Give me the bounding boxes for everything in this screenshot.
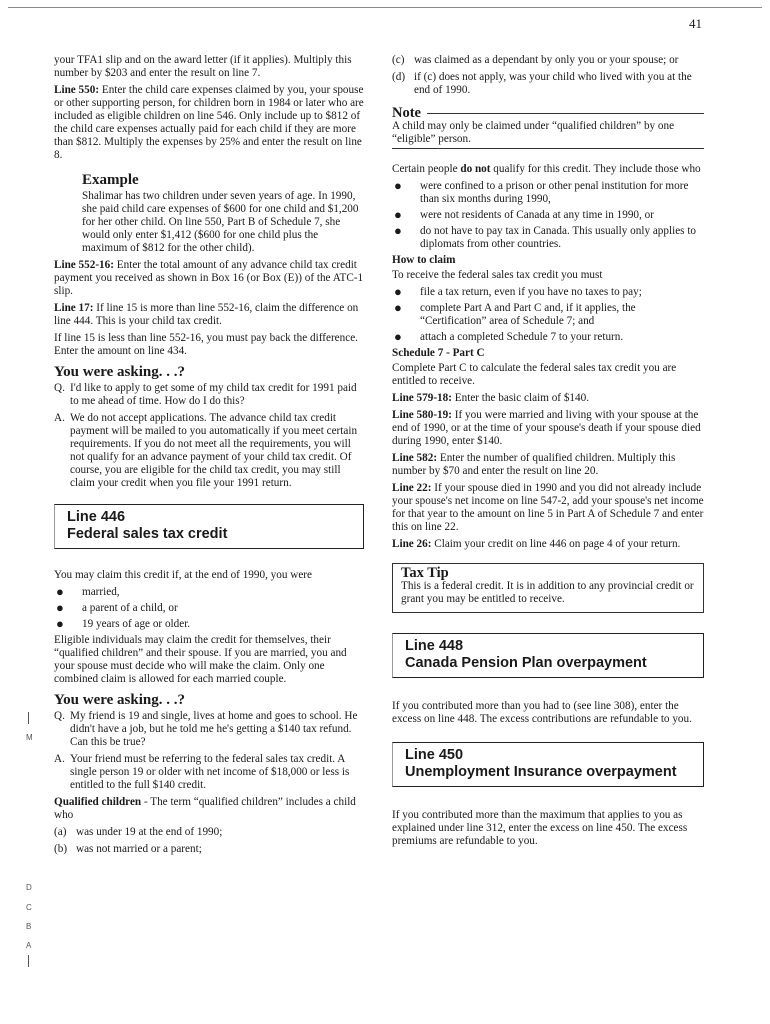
bullet-icon: ● xyxy=(56,616,64,631)
sub-key: (d) xyxy=(392,71,406,83)
sub-text: if (c) does not apply, was your child who lived with you at the end of 1990. xyxy=(414,71,692,96)
line-label: Line 579-18: xyxy=(392,392,452,404)
paragraph: To receive the federal sales tax credit you must xyxy=(392,269,603,281)
schedule-7-heading: Schedule 7 - Part C xyxy=(392,347,485,359)
list-item-text: a parent of a child, or xyxy=(82,602,178,614)
margin-mark-a: A xyxy=(26,941,32,950)
box-title: Canada Pension Plan overpayment xyxy=(405,655,647,671)
left-column xyxy=(54,54,364,860)
list-item xyxy=(54,586,364,599)
line-450-box xyxy=(392,742,704,787)
a-text: Your friend must be referring to the federal sales tax credit. A single person 19 or older with net income of $18,000 or less is entitled to the full $140 credit. xyxy=(70,753,350,791)
bullet-icon: ● xyxy=(394,284,402,299)
line-448-box xyxy=(392,633,704,678)
sub-key: (a) xyxy=(54,826,67,838)
list-item-text: 19 years of age or older. xyxy=(82,618,191,630)
question xyxy=(54,710,364,749)
q-text: I'd like to apply to get some of my child tax credit for 1991 paid to me ahead of time. How do I do this? xyxy=(70,382,357,407)
margin-mark-d: D xyxy=(26,883,32,892)
box-title: Unemployment Insurance overpayment xyxy=(405,764,677,780)
you-were-asking-heading: You were asking. . .? xyxy=(54,364,185,380)
sub-text: was not married or a parent; xyxy=(76,843,202,855)
note-block xyxy=(392,107,704,149)
list-item-text: were confined to a prison or other penal institution for more than six months during 1990, xyxy=(420,180,689,205)
sub-item xyxy=(392,71,704,97)
margin-mark-b: B xyxy=(26,922,32,931)
margin-tick xyxy=(28,712,29,724)
line-552-paragraph xyxy=(54,259,364,298)
right-column xyxy=(392,54,704,852)
question xyxy=(54,382,364,408)
paragraph: You may claim this credit if, at the end of 1990, you were xyxy=(54,569,312,581)
answer xyxy=(54,753,364,792)
list-item-text: complete Part A and Part C and, if it applies, the “Certification” area of Schedule 7; and xyxy=(420,302,636,327)
line-label: Line 580-19: xyxy=(392,409,452,421)
sub-key: (c) xyxy=(392,54,405,66)
paragraph xyxy=(392,163,704,176)
margin-mark-m: M xyxy=(26,733,33,742)
note-rule xyxy=(427,113,704,114)
bold-text: do not xyxy=(460,163,491,175)
list-item xyxy=(54,602,364,615)
text: Certain people xyxy=(392,163,461,175)
a-text: We do not accept applications. The advance child tax credit payment will be mailed to you automatically if you meet certain requirements. If you do not meet all the requirements, you will not qualify for an advance payment of your child tax credit. Of course, you are eligible for the child tax credit, you may still claim your credit when you file your 1991 return. xyxy=(70,412,358,489)
bullet-icon: ● xyxy=(56,584,64,599)
line-17-paragraph xyxy=(54,302,364,328)
page-number: 41 xyxy=(689,16,702,31)
list-item xyxy=(392,302,704,328)
paragraph: If you contributed more than the maximum that applies to you as explained under line 312, enter the excess on line 450. The excess premiums are refundable to you. xyxy=(392,809,688,847)
paragraph: If line 15 is less than line 552-16, you must pay back the difference. Enter the amount on line 434. xyxy=(54,332,358,357)
sub-key: (b) xyxy=(54,843,68,855)
bullet-icon: ● xyxy=(394,207,402,222)
top-rule xyxy=(8,7,762,8)
example-block xyxy=(82,174,364,255)
line-26-paragraph xyxy=(392,538,704,551)
bullet-icon: ● xyxy=(394,300,402,315)
box-line-number: Line 448 xyxy=(405,638,464,654)
box-title: Federal sales tax credit xyxy=(67,526,228,542)
qualified-children-paragraph xyxy=(54,796,364,822)
line-label: Line 26: xyxy=(392,538,432,550)
sub-item xyxy=(392,54,704,67)
tax-tip-text: This is a federal credit. It is in addition to any provincial credit or grant you may be entitled to receive. xyxy=(401,580,694,605)
line-text: Enter the total amount of any advance child tax credit payment you received as shown in Box 16 (or Box (E)) of the ATC-1 slip. xyxy=(54,259,364,297)
list-item xyxy=(392,209,704,222)
term-text: - The term “qualified children” includes a child who xyxy=(54,796,356,821)
note-heading: Note xyxy=(392,105,421,121)
paragraph: Complete Part C to calculate the federal sales tax credit you are entitled to receive. xyxy=(392,362,677,387)
line-22-paragraph xyxy=(392,482,704,534)
line-579-paragraph xyxy=(392,392,704,405)
bullet-icon: ● xyxy=(394,223,402,238)
line-label: Line 550: xyxy=(54,84,100,96)
list-item-text: married, xyxy=(82,586,120,598)
term-label: Qualified children xyxy=(54,796,142,808)
list-item xyxy=(392,331,704,344)
paragraph: If you contributed more than you had to (see line 308), enter the excess on line 448. The excess contributions are refundable to you. xyxy=(392,700,692,725)
box-line-number: Line 446 xyxy=(67,509,126,525)
q-key: Q. xyxy=(54,710,65,722)
how-to-claim-heading: How to claim xyxy=(392,254,456,266)
bullet-icon: ● xyxy=(394,178,402,193)
line-label: Line 17: xyxy=(54,302,94,314)
line-text: If line 15 is more than line 552-16, claim the difference on line 444. This is your child tax credit. xyxy=(54,302,359,327)
text: qualify for this credit. They include those who xyxy=(490,163,701,175)
list-item xyxy=(54,618,364,631)
q-text: My friend is 19 and single, lives at home and goes to school. He didn't have a job, but he told me he's getting a $140 tax refund. Can this be true? xyxy=(70,710,358,748)
line-text: If your spouse died in 1990 and you did not already include your spouse's net income on line 547-2, add your spouse's net income for that year to the amount on line 5 in Part A of Schedule 7 and enter this on line 22. xyxy=(392,482,704,533)
answer xyxy=(54,412,364,490)
line-580-paragraph xyxy=(392,409,704,448)
line-label: Line 22: xyxy=(392,482,432,494)
tax-tip-box xyxy=(392,563,704,613)
paragraph: Eligible individuals may claim the credit for themselves, their “qualified children” and their spouse. If you are married, you and your spouse must decide who will make the claim. Only one combined claim is allowed for each married couple. xyxy=(54,634,347,685)
line-550-paragraph xyxy=(54,84,364,162)
note-header xyxy=(392,107,704,120)
line-text: Claim your credit on line 446 on page 4 of your return. xyxy=(431,538,681,550)
sub-text: was under 19 at the end of 1990; xyxy=(76,826,223,838)
line-text: If you were married and living with your spouse at the end of 1990, or at the time of your spouse's death if your spouse died during 1990, enter $140. xyxy=(392,409,701,447)
bullet-icon: ● xyxy=(56,600,64,615)
list-item-text: file a tax return, even if you have no taxes to pay; xyxy=(420,286,642,298)
a-key: A. xyxy=(54,412,65,424)
list-item xyxy=(392,225,704,251)
list-item-text: attach a completed Schedule 7 to your return. xyxy=(420,331,624,343)
q-key: Q. xyxy=(54,382,65,394)
example-text: Shalimar has two children under seven years of age. In 1990, she paid child care expenses of $600 for one child and $1,200 for her other child. On line 550, Part B of Schedule 7, she would only enter $1,412 ($600 for one child plus the maximum of $812 for the other child). xyxy=(82,190,359,254)
line-446-box xyxy=(54,504,364,549)
a-key: A. xyxy=(54,753,65,765)
bullet-icon: ● xyxy=(394,329,402,344)
example-heading: Example xyxy=(82,172,139,188)
sub-item xyxy=(54,843,364,856)
sub-text: was claimed as a dependant by only you or your spouse; or xyxy=(414,54,679,66)
line-label: Line 582: xyxy=(392,452,438,464)
note-text: A child may only be claimed under “qualified children” by one “eligible” person. xyxy=(392,120,704,149)
box-line-number: Line 450 xyxy=(405,747,464,763)
sub-item xyxy=(54,826,364,839)
you-were-asking-heading: You were asking. . .? xyxy=(54,692,185,708)
line-text: Enter the basic claim of $140. xyxy=(451,392,589,404)
margin-mark-c: C xyxy=(26,903,32,912)
line-582-paragraph xyxy=(392,452,704,478)
line-text: Enter the child care expenses claimed by you, your spouse or other supporting person, for children born in 1984 or later who are included as eligible children on line 546. Only include up to $812 of the child care expenses actually paid for each child if they are more than $812. Multiply the expenses by 25% and enter the result on line 8. xyxy=(54,84,364,161)
list-item-text: were not residents of Canada at any time in 1990, or xyxy=(420,209,654,221)
tax-tip-heading: Tax Tip xyxy=(401,565,449,581)
paragraph: your TFA1 slip and on the award letter (if it applies). Multiply this number by $203 and enter the result on line 7. xyxy=(54,54,352,79)
list-item xyxy=(392,180,704,206)
line-label: Line 552-16: xyxy=(54,259,114,271)
line-text: Enter the number of qualified children. Multiply this number by $70 and enter the result on line 20. xyxy=(392,452,676,477)
list-item xyxy=(392,286,704,299)
margin-tick xyxy=(28,955,29,967)
list-item-text: do not have to pay tax in Canada. This usually only applies to diplomats from other countries. xyxy=(420,225,697,250)
